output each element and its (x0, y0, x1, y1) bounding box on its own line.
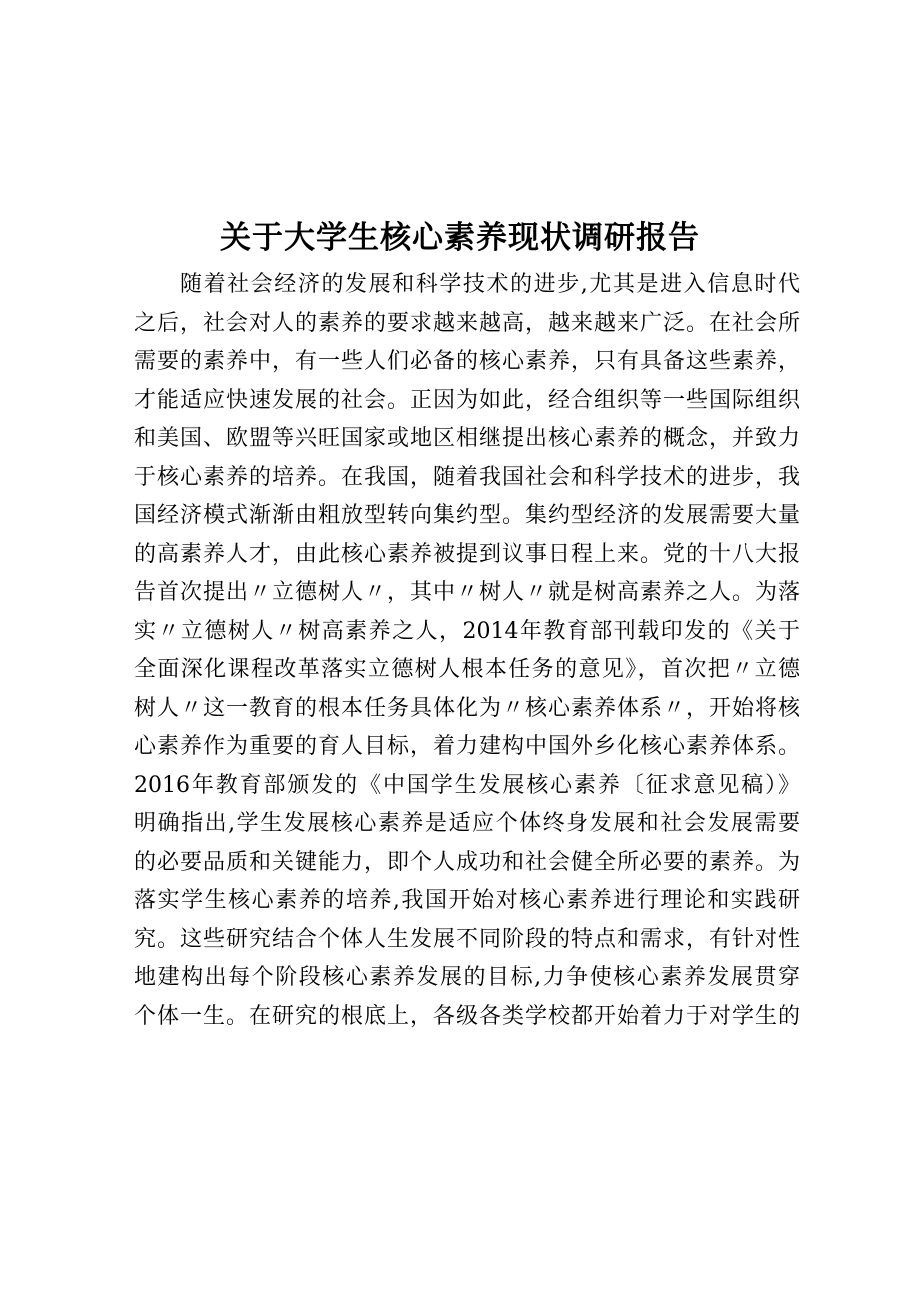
body-line: 落实学生核心素养的培养,我国开始对核心素养进行理论和实践研 (134, 888, 800, 913)
body-line: 国经济模式渐渐由粗放型转向集约型。集约型经济的发展需要大量 (134, 503, 800, 528)
body-line: 告首次提出〃立德树人〃，其中〃树人〃就是树高素养之人。为落 (134, 580, 800, 605)
body-line: 的必要品质和关键能力，即个人成功和社会健全所必要的素养。为 (134, 849, 800, 875)
body-line: 需要的素养中，有一些人们必备的核心素养，只有具备这些素养， (134, 349, 800, 374)
body-line: 究。这些研究结合个体人生发展不同阶段的特点和需求，有针对性 (134, 926, 800, 952)
document-body (134, 266, 800, 1036)
body-line: 和美国、欧盟等兴旺国家或地区相继提出核心素养的概念，并致力 (134, 426, 800, 451)
body-line: 全面深化课程改革落实立德树人根本任务的意见》，首次把〃立德 (134, 657, 800, 682)
body-line: 心素养作为重要的育人目标，着力建构中国外乡化核心素养体系。 (134, 734, 800, 759)
body-line: 实〃立德树人〃树高素养之人，2014年教育部刊载印发的《关于 (134, 618, 800, 644)
body-line: 明确指出,学生发展核心素养是适应个体终身发展和社会发展需要 (134, 811, 800, 836)
body-line: 的高素养人才，由此核心素养被提到议事日程上来。党的十八大报 (134, 541, 800, 567)
body-line: 2016年教育部颁发的《中国学生发展核心素养〔征求意见稿）》 (134, 772, 800, 798)
body-line: 才能适应快速发展的社会。正因为如此，经合组织等一些国际组织 (134, 387, 800, 413)
body-line: 于核心素养的培养。在我国，随着我国社会和科学技术的进步，我 (134, 464, 800, 490)
body-line: 树人〃这一教育的根本任务具体化为〃核心素养体系〃，开始将核 (134, 695, 800, 721)
body-line: 个体一生。在研究的根底上，各级各类学校都开始着力于对学生的 (134, 1003, 800, 1029)
body-line: 地建构出每个阶段核心素养发展的目标,力争使核心素养发展贯穿 (134, 965, 800, 990)
document-title: 关于大学生核心素养现状调研报告 (220, 220, 700, 256)
body-line: 之后，社会对人的素养的要求越来越高，越来越来广泛。在社会所 (134, 310, 800, 336)
body-line: 随着社会经济的发展和科学技术的进步,尤其是进入信息时代 (180, 272, 800, 297)
